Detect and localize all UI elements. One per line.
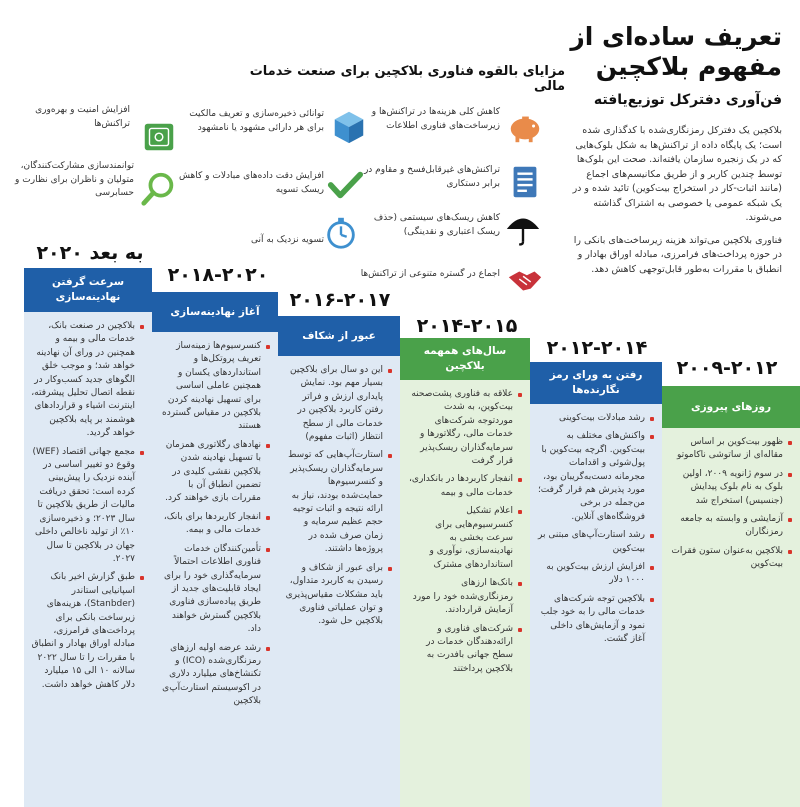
phase-body bbox=[278, 356, 400, 807]
phase-item: در سوم ژانویه ۲۰۰۹، اولین بلوک به نام بلوک پیدایش (جنسیس) استخراج شد bbox=[668, 468, 792, 508]
phase-title: آغاز نهادینه‌سازی bbox=[152, 292, 278, 332]
benefit-item: افزایش دقت داده‌های مبادلات و کاهش ریسک تسویه bbox=[179, 171, 324, 195]
phase-item: ظهور بیت‌کوین بر اساس مقاله‌ای از ساتوشی ناکاموتو bbox=[668, 436, 792, 463]
benefit-item: افزایش امنیت و بهره‌وری تراکنش‌ها bbox=[35, 105, 130, 129]
timeline-year: ۲۰۲۰ به بعد bbox=[36, 242, 144, 264]
timeline-year: ۲۰۱۶-۲۰۱۷ bbox=[289, 289, 391, 311]
timeline-year: ۲۰۱۸-۲۰۲۰ bbox=[167, 264, 269, 286]
phase-item: این دو سال برای بلاکچین بسیار مهم بود. نمایش پایداری ارزش و فراتر رفتن کاربرد بلاکچین در خدمات مالی از سطح انتظار (اثبات مفهوم) bbox=[284, 364, 392, 444]
phase-item: انفجار کاربردها برای بانک، خدمات مالی و بیمه. bbox=[158, 511, 270, 538]
checkmark-icon bbox=[326, 166, 364, 208]
handshake-icon bbox=[506, 262, 544, 304]
timeline-year: ۲۰۱۲-۲۰۱۴ bbox=[546, 337, 648, 359]
benefit-item: توانائی ذخیره‌سازی و تعریف مالکیت برای هر دارائی مشهود یا نامشهود bbox=[189, 109, 324, 133]
phase-item: رشد استارت‌آپ‌های مبتنی بر بیت‌کوین bbox=[536, 529, 654, 556]
phase-title: عبور از شکاف bbox=[278, 316, 400, 356]
phase-item: انفجار کاربردها در بانکداری، خدمات مالی و بیمه bbox=[406, 473, 522, 500]
phase-item: کنسرسیوم‌ها زمینه‌ساز تعریف پروتکل‌ها و استانداردهای یکسان و همچنین عاملی اساسی برای تسهیل نهادینه کردن بلاکچین در مقیاس گسترده هستند bbox=[158, 340, 270, 434]
phase-item: استارت‌آپ‌هایی که توسط سرمایه‌گذاران ریسک‌پذیر و کنسرسیوم‌ها حمایت‌شده بودند، نیاز به ارائه نتیجه و اثبات توجیه حجم عظیم سرمایه و زمان صرف شده در پروژه‌ها داشتند. bbox=[284, 449, 392, 556]
phase-title: روزهای پیروزی bbox=[662, 386, 800, 428]
phase-title: سال‌های همهمه بلاکچین bbox=[400, 338, 530, 380]
phase-item: آزمایشی و وابسته به جامعه رمزنگاران bbox=[668, 513, 792, 540]
phase-title: رفتن به ورای رمز نگارنده‌ها bbox=[530, 362, 662, 404]
timeline-year: ۲۰۱۴-۲۰۱۵ bbox=[416, 315, 518, 337]
page-title: تعریف ساده‌ای از مفهوم بلاکچین bbox=[570, 22, 782, 81]
benefit-item: کاهش ریسک‌های سیستمی (حذف ریسک اعتباری و نقدینگی) bbox=[373, 213, 500, 237]
phase-item: بلاکچین در صنعت بانک، خدمات مالی و بیمه و همچنین در ورای آن نهادینه خواهد شد؛ و موجب خلق الگوهای جدید کسب‌وکار در نقطه اتصال تحلیل پیشرفته، اینترنت اشیاء و قراردادهای هوشمند بر پایه بلاکچین خواهد گردید. bbox=[30, 320, 144, 441]
benefits-title: مزایای بالقوه فناوری بلاکچین برای صنعت خدمات مالی bbox=[249, 64, 565, 94]
phase-item: طبق گزارش اخیر بانک اسپانیایی استاندر (Stanbder)، هزینه‌های زیرساخت بانکی برای پرداخت‌های فرامرزی، مبادله اوراق بهادار و انطباق با مقررات را تا سال ۲۰۲۲ سالانه ۱۰ الی ۱۵ میلیارد دلار کاهش خواهد داشت. bbox=[30, 571, 144, 692]
phase-title: سرعت گرفتن نهادینه‌سازی bbox=[24, 268, 152, 312]
phase-body bbox=[152, 332, 278, 807]
phase-item: تأمین‌کنندگان خدمات فناوری اطلاعات احتمالاً سرمایه‌گذاری خود را برای ایجاد قابلیت‌های جدید از طریق پیاده‌سازی فناوری بلاکچین گسترش خواهند داد. bbox=[158, 543, 270, 637]
phase-item: شرکت‌های فناوری و ارائه‌دهندگان خدمات در سطح جهانی بافدرت به بلاکچین پرداختند bbox=[406, 623, 522, 677]
benefit-item: اجماع در گستره متنوعی از تراکنش‌ها bbox=[360, 269, 500, 279]
phase-item: افزایش ارزش بیت‌کوین به ۱۰۰۰ دلار bbox=[536, 561, 654, 588]
phase-body bbox=[400, 380, 530, 807]
stopwatch-icon bbox=[322, 214, 360, 256]
phase-item: اعلام تشکیل کنسرسیوم‌هایی برای سرعت بخشی به نهادینه‌سازی، نوآوری و استانداردهای مشترک bbox=[406, 505, 522, 572]
cube-icon bbox=[330, 108, 368, 150]
intro-text bbox=[572, 124, 782, 285]
phase-item: بانک‌ها ارزهای رمزنگاری‌شده خود را مورد آزمایش قراردادند. bbox=[406, 577, 522, 617]
phase-body bbox=[24, 312, 152, 807]
benefit-item: کاهش کلی هزینه‌ها در تراکنش‌ها و زیرساخت‌های فناوری اطلاعات bbox=[371, 107, 500, 131]
phase-body bbox=[530, 404, 662, 807]
safe-icon bbox=[140, 118, 178, 160]
phase-item: نهادهای رگلاتوری همزمان با تسهیل نهادینه شدن بلاکچین نقشی کلیدی در تضمین انطباق آن با مقررات بازی خواهند کرد. bbox=[158, 439, 270, 506]
intro-paragraph: فناوری بلاکچین می‌تواند هزینه زیرساخت‌های بانکی را در حوزه پرداخت‌های فرامرزی، مبادله اوراق بهادار و انطباق با مقررات به‌طور قابل‌توجهی کاهش دهد. bbox=[573, 234, 782, 275]
timeline-year: ۲۰۰۹-۲۰۱۲ bbox=[676, 357, 778, 379]
phase-item: بلاکچین توجه شرکت‌های خدمات مالی را به خود جلب نمود و آزمایش‌های داخلی آغاز گشت. bbox=[536, 593, 654, 647]
umbrella-icon bbox=[504, 210, 542, 252]
document-list-icon bbox=[506, 163, 544, 205]
intro-paragraph: بلاکچین یک دفترکل رمزنگاری‌شده با کدگذاری شده است؛ یک پایگاه داده از تراکنش‌ها به شکل بلوک‌هایی که در یک زنجیره سازمان یافته‌اند. صحت این بلوک‌ها توسط چندین کاربر و از طریق مکانیسم‌های اجماع (مانند اثبات-کار در استخراج بیت‌کوین) تائید شده و در یک شبکه عمومی یا خصوصی به اشتراک گذاشته می‌شوند. bbox=[572, 125, 782, 223]
magnifier-icon bbox=[140, 170, 178, 212]
phase-item: علاقه به فناوری پشت‌صحنه بیت‌کوین، به شدت موردتوجه شرکت‌های خدمات مالی، رگلاتورها و سرمایه‌گذاران ریسک‌پذیر قرار گرفت bbox=[406, 388, 522, 468]
page-subtitle: فن‌آوری دفترکل توزیع‌یافته bbox=[593, 92, 782, 108]
benefit-item: تراکنش‌های غیرقابل‌فسخ و مقاوم در برابر دستکاری bbox=[363, 165, 500, 189]
piggy-bank-icon bbox=[506, 108, 544, 150]
phase-item: رشد مبادلات بیت‌کوینی bbox=[536, 412, 654, 425]
phase-item: رشد عرضه اولیه ارزهای رمزنگاری‌شده (ICO) و تکنشاخ‌های میلیارد دلاری در اکوسیستم استارت‌آپ‌ی بلاکچین bbox=[158, 642, 270, 709]
phase-item: واکنش‌های مختلف به بیت‌کوین. اگرچه بیت‌کوین با پول‌شوئی و اقدامات مجرمانه دست‌به‌گریبان بود، مورد پذیرش هم قرار گرفت؛ من‌جمله در برخی فروشگاه‌های آنلاین. bbox=[536, 430, 654, 524]
phase-item: بلاکچین به‌عنوان ستون فقرات بیت‌کوین bbox=[668, 545, 792, 572]
phase-item: برای عبور از شکاف و رسیدن به کاربرد متداول، باید مشکلات مقیاس‌پذیری و توان عملیاتی فناوری بلاکچین حل شود. bbox=[284, 562, 392, 629]
phase-body bbox=[662, 428, 800, 807]
benefit-item: تسویه نزدیک به آنی bbox=[251, 235, 324, 245]
phase-item: مجمع جهانی اقتصاد (WEF) وقوع دو تغییر اساسی در آینده نزدیک را پیش‌بینی کرده است: تحقق دریافت مالیات از طریق بلاکچین تا سال ۲۰۲۳؛ و ذخیره‌سازی ۱۰٪ از تولید ناخالص داخلی جهان در بلاکچین تا سال ۲۰۲۷. bbox=[30, 446, 144, 567]
benefit-item: توانمندسازی مشارکت‌کنندگان، متولیان و ناظران برای نظارت و حسابرسی bbox=[15, 161, 134, 198]
